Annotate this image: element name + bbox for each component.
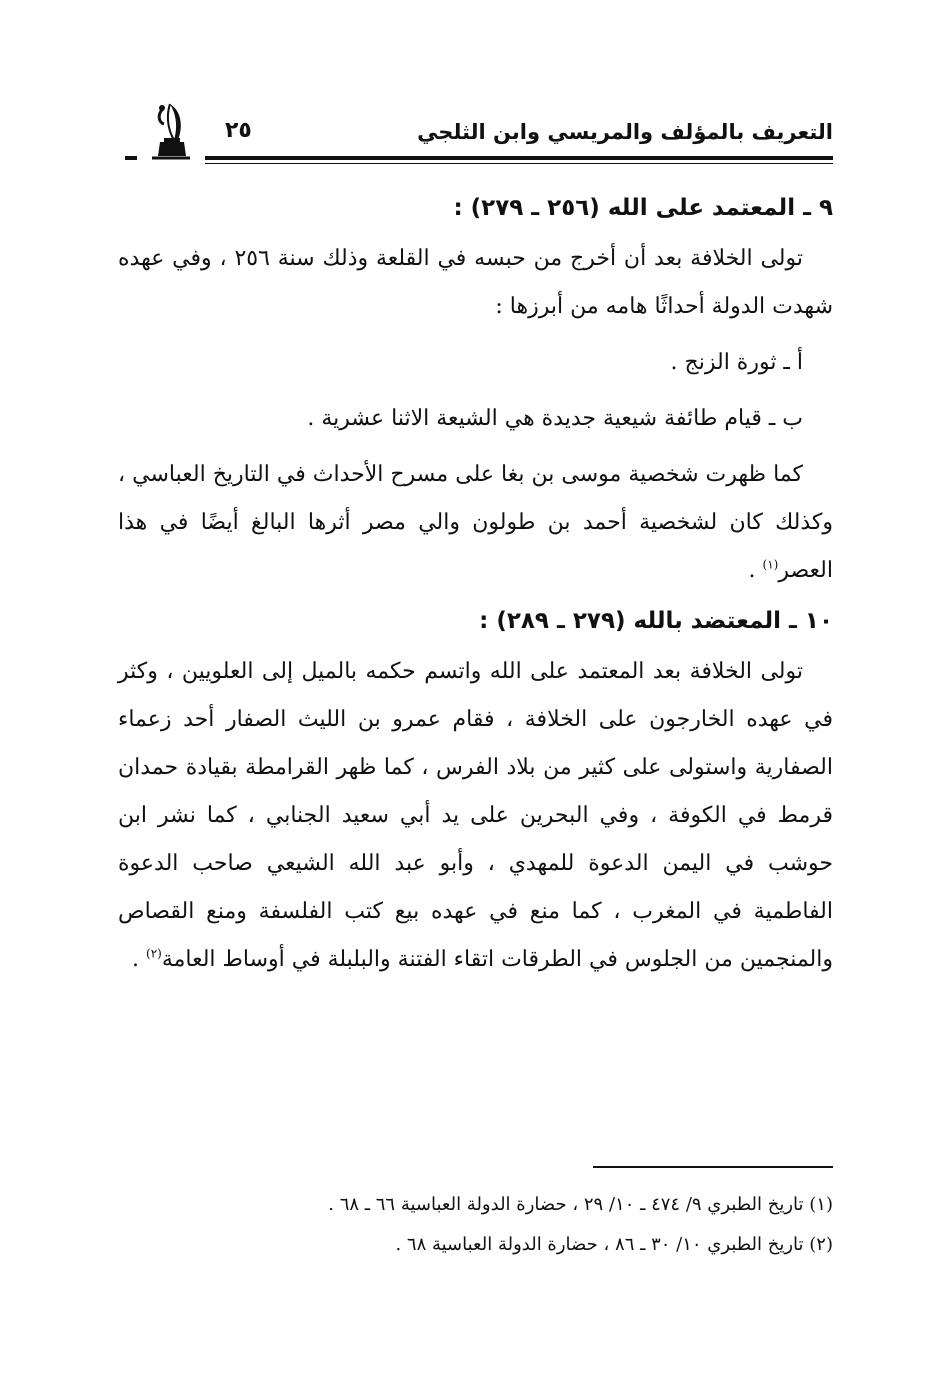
footnote-ref-2: (٢) xyxy=(146,946,162,961)
footnote-1: (١) تاريخ الطبري ٩/ ٤٧٤ ـ ١٠/ ٢٩ ، حضارة الدولة العباسية ٦٦ ـ ٦٨ . xyxy=(328,1194,833,1215)
header-rule-left xyxy=(125,156,137,160)
section-9-paragraph-2-end: . xyxy=(748,557,763,583)
page-content xyxy=(118,190,833,984)
running-header-title: التعريف بالمؤلف والمريسي وابن الثلجي xyxy=(417,120,833,144)
section-heading-10: ١٠ ـ المعتضد بالله (٢٧٩ ـ ٢٨٩) : xyxy=(479,607,833,634)
list-item-a: أ ـ ثورة الزنج . xyxy=(670,349,803,375)
quill-inkwell-emblem-icon xyxy=(140,100,200,164)
header-rule-thick xyxy=(205,156,833,160)
running-header xyxy=(125,112,833,170)
section-9-paragraph-2-text: كما ظهرت شخصية موسى بن بغا على مسرح الأحداث في التاريخ العباسي ، وكذلك كان لشخصية أحمد بن طولون والي مصر أثرها البالغ أيضًا في هذا العصر xyxy=(118,461,833,583)
section-10-paragraph-1-end: . xyxy=(132,946,146,972)
footnote-ref-1: (١) xyxy=(762,557,779,572)
footnotes xyxy=(118,1185,833,1265)
section-heading-9: ٩ ـ المعتمد على الله (٢٥٦ ـ ٢٧٩) : xyxy=(453,195,833,221)
footnote-2: (٢) تاريخ الطبري ١٠/ ٣٠ ـ ٨٦ ، حضارة الدولة العباسية ٦٨ . xyxy=(395,1234,833,1255)
page-number: ٢٥ xyxy=(225,118,252,143)
list-item-b: ب ـ قيام طائفة شيعية جديدة هي الشيعة الاثنا عشرية . xyxy=(307,405,803,431)
section-10-paragraph-1-text: تولى الخلافة بعد المعتمد على الله واتسم حكمه بالميل إلى العلويين ، وكثر في عهده الخارجون على الخلافة ، فقام عمرو بن الليث الصفار أحد زعماء الصفارية واستولى على كثير من بلاد الفرس ، كما ظهر القرامطة بقيادة حمدان قرمط في الكوفة ، وفي البحرين على يد أبي سعيد الجنابي ، كما نشر ابن حوشب في اليمن الدعوة للمهدي ، وأبو عبد الله الشيعي صاحب الدعوة الفاطمية في المغرب ، كما منع في عهده بيع كتب الفلسفة ومنع القصاص والمنجمين من الجلوس في الطرقات اتقاء الفتنة والبلبلة في أوساط العامة xyxy=(118,658,833,972)
header-rule-thin xyxy=(205,163,833,164)
footnote-separator xyxy=(593,1166,833,1168)
section-9-paragraph-1: تولى الخلافة بعد أن أخرج من حبسه في القلعة وذلك سنة ٢٥٦ ، وفي عهده شهدت الدولة أحداثًا هامه من أبرزها : xyxy=(118,245,833,319)
section-10-paragraph-1 xyxy=(118,648,833,984)
section-9-paragraph-2 xyxy=(118,451,833,595)
